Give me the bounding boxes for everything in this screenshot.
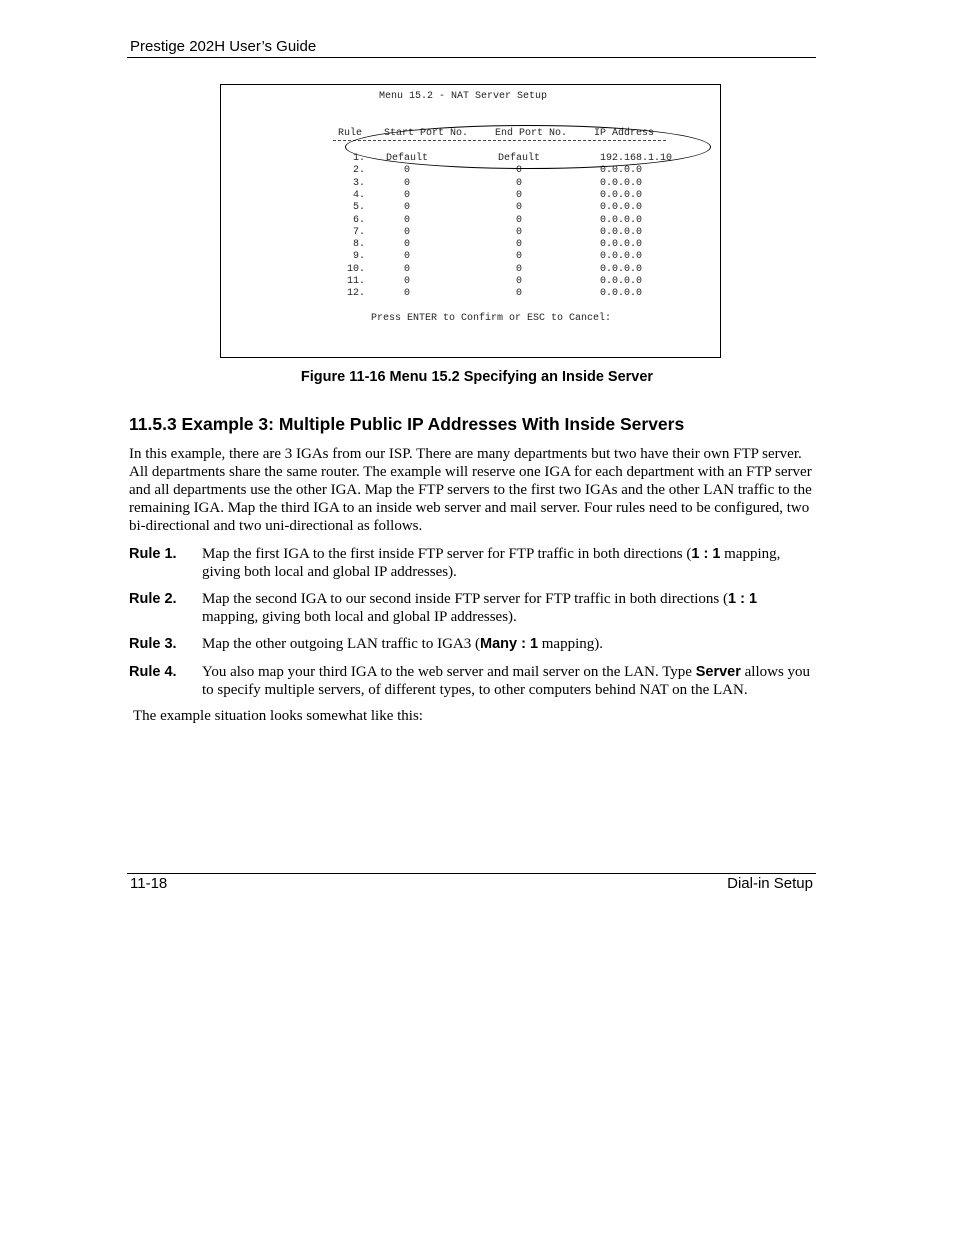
column-header-start-port: Start Port No.: [384, 128, 469, 139]
ip-address-cell: 0.0.0.0: [600, 214, 643, 226]
end-port-cell: 0: [515, 226, 522, 238]
table-row: [221, 215, 720, 227]
rule-text-part: mapping).: [538, 636, 604, 652]
ip-address-cell: 0.0.0.0: [600, 239, 643, 251]
rule-text-bold: 1 : 1: [691, 546, 721, 562]
end-port-cell: 0: [515, 276, 522, 287]
column-header-end-port: End Port No.: [495, 128, 568, 139]
rule-text-part: mapping, giving both local and global IP addresses).: [202, 609, 517, 625]
header-divider: [127, 57, 816, 58]
highlight-ellipse: [345, 125, 711, 169]
start-port-cell: 0: [403, 263, 410, 275]
start-port-cell: 0: [403, 288, 410, 300]
table-row: [221, 190, 720, 202]
rule-text-part: Map the second IGA to our second inside FTP server for FTP traffic in both directions (: [202, 591, 729, 607]
end-port-cell: 0: [515, 202, 522, 214]
end-port-cell: Default: [497, 153, 540, 164]
rule-text-part: Map the other outgoing LAN traffic to IGA3 (: [202, 636, 480, 652]
rule-text: [202, 635, 815, 653]
rule-text: [202, 590, 815, 626]
ip-address-cell: 0.0.0.0: [600, 177, 643, 189]
ip-address-cell: 0.0.0.0: [600, 189, 643, 201]
end-port-cell: 0: [515, 177, 522, 189]
start-port-cell: 0: [403, 165, 410, 177]
rule-number-cell: 1.: [352, 153, 365, 164]
ip-address-cell: 0.0.0.0: [600, 165, 643, 177]
table-row: [221, 239, 720, 251]
start-port-cell: 0: [403, 189, 410, 201]
table-row: [221, 276, 720, 288]
rule-number-cell: 9.: [352, 251, 365, 263]
chapter-name: Dial-in Setup: [727, 875, 813, 892]
ip-address-cell: 0.0.0.0: [600, 276, 643, 287]
end-port-cell: 0: [515, 251, 522, 263]
start-port-cell: 0: [403, 177, 410, 189]
end-port-cell: 0: [515, 263, 522, 275]
column-header-rule: Rule: [338, 128, 363, 139]
end-port-cell: 0: [515, 214, 522, 226]
rule-number-cell: 11.: [346, 276, 365, 287]
start-port-cell: 0: [403, 251, 410, 263]
start-port-cell: Default: [385, 153, 428, 164]
rule-number-cell: 3.: [352, 177, 365, 189]
start-port-cell: 0: [403, 239, 410, 251]
rule-label: Rule 3.: [129, 636, 177, 652]
start-port-cell: 0: [403, 202, 410, 214]
rule-number-cell: 4.: [352, 189, 365, 201]
table-row: [221, 288, 720, 300]
section-heading: 11.5.3 Example 3: Multiple Public IP Addresses With Inside Servers: [129, 414, 685, 434]
end-port-cell: 0: [515, 165, 522, 177]
ip-address-cell: 0.0.0.0: [600, 251, 643, 263]
table-row: [221, 251, 720, 263]
rule-label: Rule 1.: [129, 546, 177, 562]
rule-text-part: Map the first IGA to the first inside FTP server for FTP traffic in both directions (: [202, 546, 692, 562]
page-number: 11-18: [130, 875, 168, 892]
end-port-cell: 0: [515, 239, 522, 251]
rule-text: [202, 545, 815, 581]
start-port-cell: 0: [403, 276, 410, 287]
rule-number-cell: 5.: [352, 202, 365, 214]
table-row: [221, 202, 720, 214]
rule-number-cell: 8.: [352, 239, 365, 251]
ip-address-cell: 0.0.0.0: [600, 263, 643, 275]
table-row: [221, 264, 720, 276]
rule-label: Rule 4.: [129, 664, 177, 680]
ip-address-cell: 192.168.1.10: [600, 153, 673, 164]
start-port-cell: 0: [403, 214, 410, 226]
rule-text-bold: 1 : 1: [728, 591, 758, 607]
column-header-ip-address: IP Address: [594, 128, 655, 139]
footer-divider: [127, 873, 816, 874]
rule-text: [202, 663, 815, 699]
rule-text-part: allows you to specify multiple servers, of different types, to other computers behind NAT on the LAN.: [202, 664, 811, 698]
rule-number-cell: 7.: [352, 226, 365, 238]
running-header-title: Prestige 202H User’s Guide: [130, 38, 317, 55]
rule-text-part: You also map your third IGA to the web server and mail server on the LAN. Type: [202, 664, 696, 680]
end-port-cell: 0: [515, 288, 522, 300]
closing-sentence: The example situation looks somewhat like this:: [133, 708, 423, 724]
ip-address-cell: 0.0.0.0: [600, 202, 643, 214]
intro-paragraph: In this example, there are 3 IGAs from our ISP. There are many departments but two have their own FTP server. All departments share the same router. The example will reserve one IGA for each department with an FTP server and all departments use the other IGA. Map the FTP servers to the first two IGAs and the other LAN traffic to the remaining IGA. Map the third IGA to an inside web server and mail server. Four rules need to be configured, two bi-directional and two uni-directional as follows.: [129, 446, 812, 534]
confirm-prompt: Press ENTER to Confirm or ESC to Cancel:: [371, 313, 612, 324]
ip-address-cell: 0.0.0.0: [600, 226, 643, 238]
figure-caption: Figure 11-16 Menu 15.2 Specifying an Inside Server: [300, 369, 654, 385]
ip-address-cell: 0.0.0.0: [600, 288, 643, 300]
table-row: [221, 178, 720, 190]
rule-number-cell: 10.: [346, 263, 365, 275]
rule-text-bold: Many : 1: [480, 636, 539, 652]
rule-label: Rule 2.: [129, 591, 177, 607]
screen-title: Menu 15.2 - NAT Server Setup: [379, 91, 548, 102]
rule-text-bold: Server: [695, 664, 741, 680]
rule-number-cell: 6.: [352, 214, 365, 226]
rule-number-cell: 2.: [352, 165, 365, 177]
end-port-cell: 0: [515, 189, 522, 201]
rule-number-cell: 12.: [346, 288, 365, 300]
rule-text-part: mapping, giving both local and global IP addresses).: [202, 546, 781, 580]
start-port-cell: 0: [403, 226, 410, 238]
table-row: [221, 227, 720, 239]
